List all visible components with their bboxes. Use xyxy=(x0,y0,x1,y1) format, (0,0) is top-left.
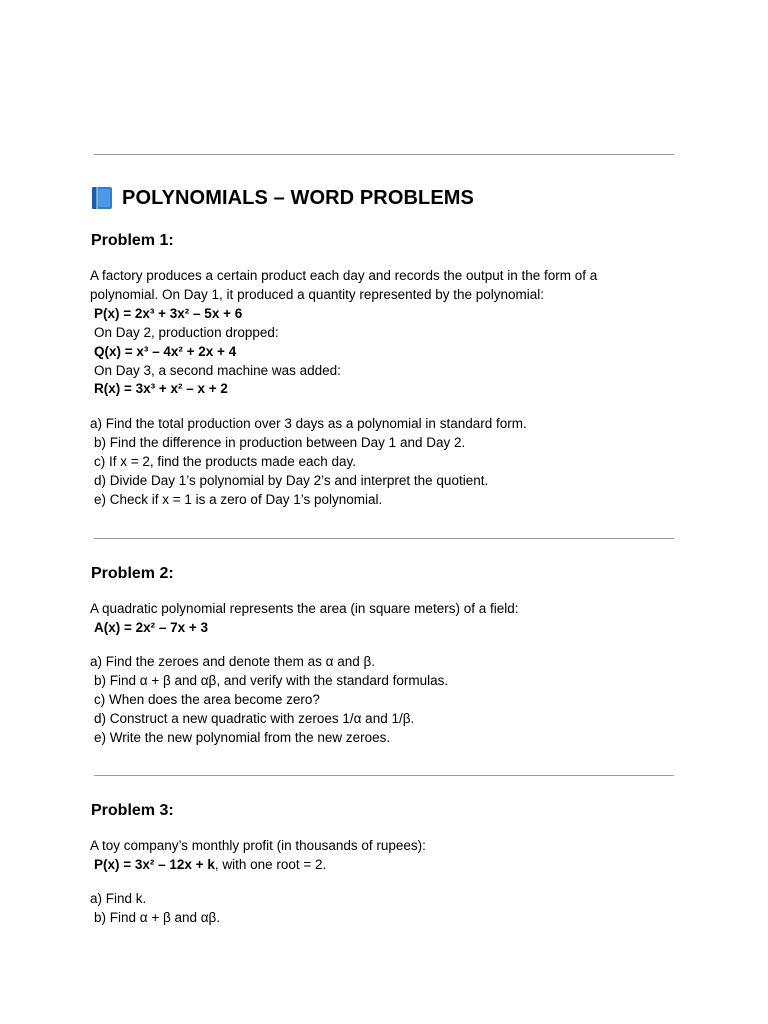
problem-1-question-e: e) Check if x = 1 is a zero of Day 1’s polynomial. xyxy=(94,491,383,507)
problem-1-questions xyxy=(90,415,690,510)
problem-2-body xyxy=(90,600,690,638)
problem-3-polynomial-line xyxy=(90,856,690,875)
problem-1-question-a: a) Find the total production over 3 days as a polynomial in standard form. xyxy=(90,416,527,431)
problem-3-body xyxy=(90,837,690,875)
problem-2-question-a: a) Find the zeroes and denote them as α and β. xyxy=(90,654,375,669)
problem-1-p-polynomial: P(x) = 2x³ + 3x² – 5x + 6 xyxy=(94,305,243,321)
problem-1-question-b: b) Find the difference in production between Day 1 and Day 2. xyxy=(94,434,466,450)
problem-2-questions xyxy=(90,653,690,748)
problem-1-day3-text: On Day 3, a second machine was added: xyxy=(94,362,341,378)
problem-1-q-polynomial: Q(x) = x³ – 4x² + 2x + 4 xyxy=(94,343,237,359)
horizontal-rule xyxy=(94,538,674,539)
horizontal-rule xyxy=(94,154,674,155)
title-row xyxy=(91,183,474,213)
problem-3-polynomial: P(x) = 3x² – 12x + k xyxy=(94,856,215,872)
problem-1-question-d: d) Divide Day 1’s polynomial by Day 2’s and interpret the quotient. xyxy=(94,472,489,488)
problem-1-question-c: c) If x = 2, find the products made each day. xyxy=(94,453,357,469)
problem-3-heading: Problem 3: xyxy=(91,802,174,819)
problem-2-question-c: c) When does the area become zero? xyxy=(94,691,320,707)
problem-1-day2-text: On Day 2, production dropped: xyxy=(94,324,279,340)
problem-2-heading: Problem 2: xyxy=(91,565,174,582)
problem-1-intro-line-2: polynomial. On Day 1, it produced a quantity represented by the polynomial: xyxy=(90,286,545,302)
blue-book-icon xyxy=(91,186,113,210)
problem-2-polynomial: A(x) = 2x² – 7x + 3 xyxy=(94,619,209,635)
problem-2-question-e: e) Write the new polynomial from the new zeroes. xyxy=(94,729,391,745)
problem-1-r-polynomial: R(x) = 3x³ + x² – x + 2 xyxy=(94,381,228,397)
horizontal-rule xyxy=(94,775,674,776)
problem-3-question-b: b) Find α + β and αβ. xyxy=(94,909,221,925)
problem-3-question-a: a) Find k. xyxy=(90,891,147,906)
problem-1-intro-line-1: A factory produces a certain product each day and records the output in the form of a xyxy=(90,268,598,283)
problem-3-polynomial-suffix: , with one root = 2. xyxy=(214,856,327,872)
problem-1-heading: Problem 1: xyxy=(91,232,174,249)
problem-3-intro: A toy company’s monthly profit (in thousands of rupees): xyxy=(90,838,426,853)
problem-2-question-d: d) Construct a new quadratic with zeroes 1/α and 1/β. xyxy=(94,710,415,726)
problem-3-questions xyxy=(90,890,690,928)
problem-1-body xyxy=(90,267,690,399)
page-title: POLYNOMIALS – WORD PROBLEMS xyxy=(122,186,474,209)
problem-2-question-b: b) Find α + β and αβ, and verify with the standard formulas. xyxy=(94,672,449,688)
problem-2-intro: A quadratic polynomial represents the area (in square meters) of a field: xyxy=(90,601,519,616)
